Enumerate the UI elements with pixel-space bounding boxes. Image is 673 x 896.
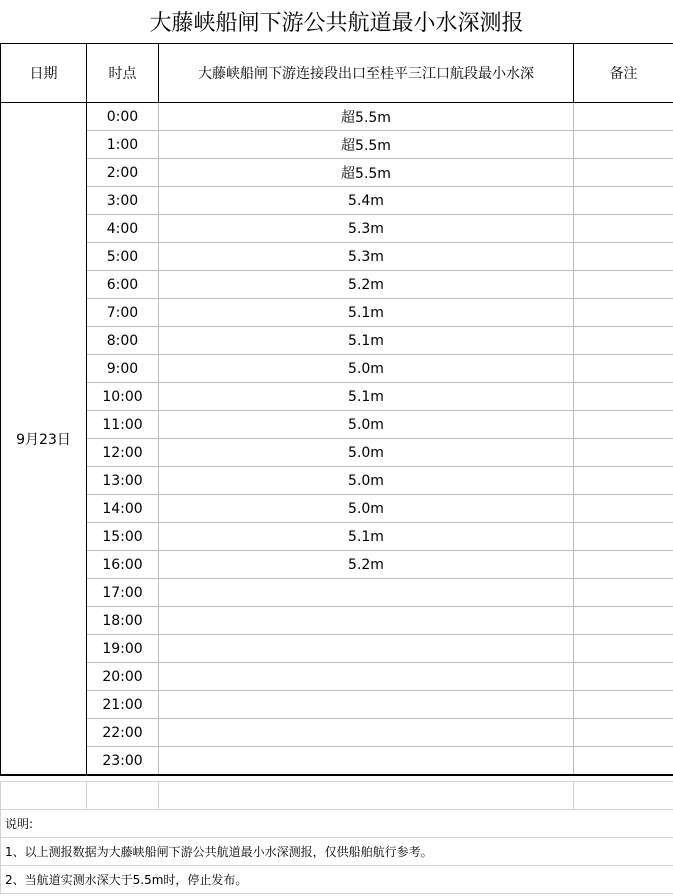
note-cell <box>574 747 673 776</box>
notes-line-1: 1、以上测报数据为大藤峡船闸下游公共航道最小水深测报，仅供船舶航行参考。 <box>1 838 673 866</box>
time-cell: 10:00 <box>87 383 159 411</box>
header-depth: 大藤峡船闸下游连接段出口至桂平三江口航段最小水深 <box>159 44 574 103</box>
table-row <box>1 523 673 551</box>
note-cell <box>574 187 673 215</box>
note-cell <box>574 299 673 327</box>
header-time: 时点 <box>87 44 159 103</box>
table-row <box>1 495 673 523</box>
depth-cell: 5.0m <box>159 439 574 467</box>
depth-cell: 超5.5m <box>159 159 574 187</box>
table-row <box>1 747 673 776</box>
time-cell: 8:00 <box>87 327 159 355</box>
table-row <box>1 439 673 467</box>
time-cell: 4:00 <box>87 215 159 243</box>
table-row <box>1 635 673 663</box>
time-cell: 22:00 <box>87 719 159 747</box>
table-row <box>1 355 673 383</box>
table-row <box>1 607 673 635</box>
table-row <box>1 383 673 411</box>
depth-cell <box>159 607 574 635</box>
note-cell <box>574 551 673 579</box>
time-cell: 0:00 <box>87 103 159 131</box>
time-cell: 6:00 <box>87 271 159 299</box>
time-cell: 12:00 <box>87 439 159 467</box>
time-cell: 1:00 <box>87 131 159 159</box>
note-cell <box>574 215 673 243</box>
note-cell <box>574 411 673 439</box>
table-row <box>1 159 673 187</box>
depth-cell: 5.3m <box>159 215 574 243</box>
notes-section <box>0 781 671 894</box>
depth-cell: 5.3m <box>159 243 574 271</box>
time-cell: 11:00 <box>87 411 159 439</box>
time-cell: 9:00 <box>87 355 159 383</box>
notes-line-2: 2、当航道实测水深大于5.5m时，停止发布。 <box>1 866 673 894</box>
spacer-cell <box>574 782 673 810</box>
table-row <box>1 467 673 495</box>
time-cell: 13:00 <box>87 467 159 495</box>
time-cell: 14:00 <box>87 495 159 523</box>
time-cell: 5:00 <box>87 243 159 271</box>
note-cell <box>574 131 673 159</box>
time-cell: 21:00 <box>87 691 159 719</box>
time-cell: 7:00 <box>87 299 159 327</box>
note-cell <box>574 243 673 271</box>
note-cell <box>574 719 673 747</box>
depth-cell: 5.2m <box>159 551 574 579</box>
time-cell: 20:00 <box>87 663 159 691</box>
spacer-cell <box>87 782 159 810</box>
time-cell: 23:00 <box>87 747 159 776</box>
depth-table <box>0 43 673 776</box>
depth-cell: 5.0m <box>159 467 574 495</box>
depth-cell: 超5.5m <box>159 131 574 159</box>
table-row <box>1 243 673 271</box>
report-title: 大藤峡船闸下游公共航道最小水深测报 <box>149 11 524 36</box>
note-cell <box>574 523 673 551</box>
table-row <box>1 691 673 719</box>
time-cell: 2:00 <box>87 159 159 187</box>
table-row <box>1 551 673 579</box>
note-cell <box>574 383 673 411</box>
table-row <box>1 663 673 691</box>
depth-cell <box>159 747 574 776</box>
note-cell <box>574 355 673 383</box>
header-note: 备注 <box>574 44 673 103</box>
time-cell: 15:00 <box>87 523 159 551</box>
depth-cell: 5.0m <box>159 495 574 523</box>
depth-cell: 5.1m <box>159 327 574 355</box>
note-cell <box>574 607 673 635</box>
table-header-row <box>1 44 673 103</box>
depth-cell: 超5.5m <box>159 103 574 131</box>
table-row <box>1 299 673 327</box>
note-cell <box>574 495 673 523</box>
time-cell: 18:00 <box>87 607 159 635</box>
depth-cell: 5.1m <box>159 383 574 411</box>
note-cell <box>574 663 673 691</box>
depth-cell: 5.4m <box>159 187 574 215</box>
depth-cell: 5.2m <box>159 271 574 299</box>
note-cell <box>574 579 673 607</box>
note-cell <box>574 271 673 299</box>
header-date: 日期 <box>1 44 87 103</box>
table-row <box>1 411 673 439</box>
depth-cell <box>159 663 574 691</box>
depth-cell: 5.0m <box>159 411 574 439</box>
depth-cell: 5.1m <box>159 523 574 551</box>
notes-heading: 说明: <box>1 810 673 838</box>
table-row <box>1 215 673 243</box>
note-cell <box>574 159 673 187</box>
note-cell <box>574 467 673 495</box>
table-row <box>1 131 673 159</box>
note-cell <box>574 635 673 663</box>
table-row <box>1 187 673 215</box>
time-cell: 19:00 <box>87 635 159 663</box>
note-cell <box>574 439 673 467</box>
time-cell: 3:00 <box>87 187 159 215</box>
depth-cell <box>159 635 574 663</box>
table-row <box>1 271 673 299</box>
note-cell <box>574 327 673 355</box>
note-cell <box>574 691 673 719</box>
depth-cell <box>159 691 574 719</box>
table-row <box>1 579 673 607</box>
time-cell: 16:00 <box>87 551 159 579</box>
depth-cell: 5.0m <box>159 355 574 383</box>
date-cell: 9月23日 <box>1 103 87 776</box>
depth-cell <box>159 579 574 607</box>
time-cell: 17:00 <box>87 579 159 607</box>
note-cell <box>574 103 673 131</box>
depth-cell <box>159 719 574 747</box>
depth-cell: 5.1m <box>159 299 574 327</box>
table-row <box>1 719 673 747</box>
spacer-cell <box>159 782 574 810</box>
table-row <box>1 103 673 131</box>
spacer-cell <box>1 782 87 810</box>
table-row <box>1 327 673 355</box>
